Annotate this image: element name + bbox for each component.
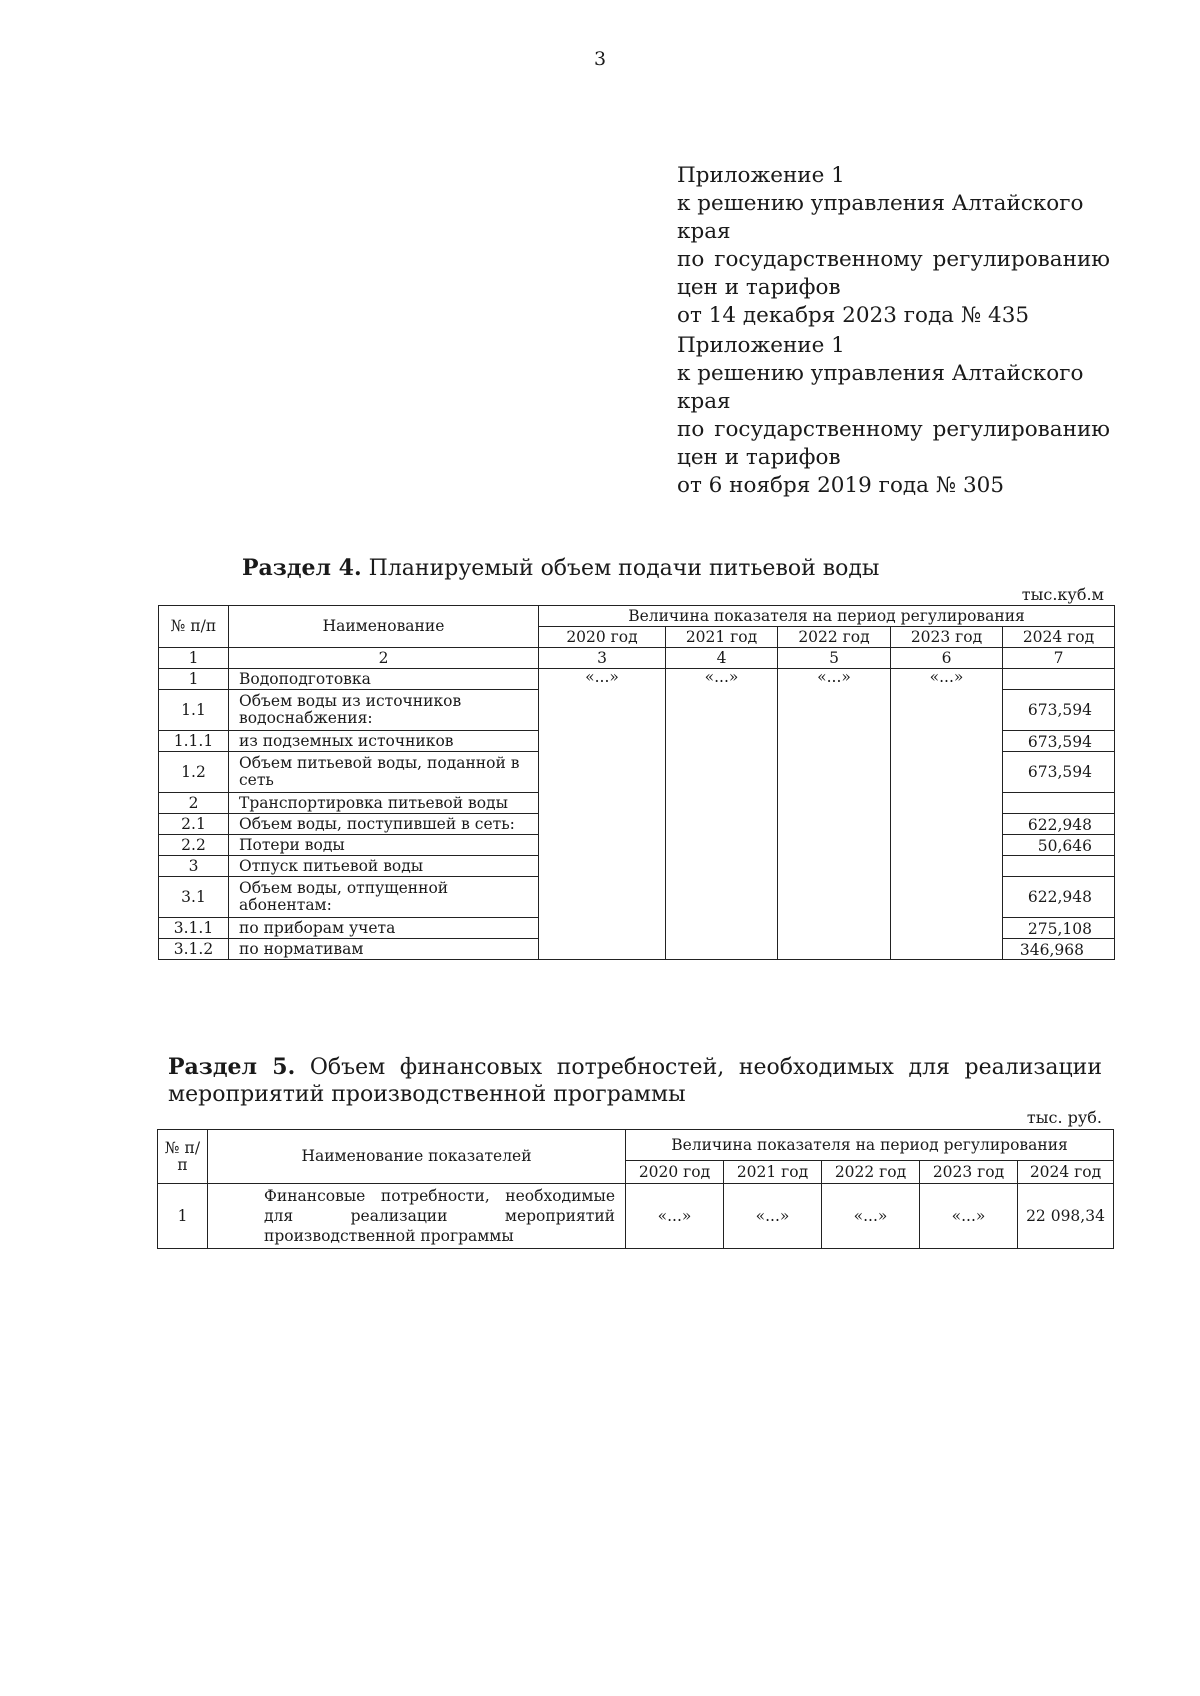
section4-title-rest: Планируемый объем подачи питьевой воды bbox=[361, 556, 880, 581]
col-number: 6 bbox=[891, 648, 1003, 669]
s5-header-year: 2021 год bbox=[724, 1161, 822, 1184]
row-name: Отпуск питьевой воды bbox=[229, 856, 539, 877]
s5-row-value: 22 098,34 bbox=[1018, 1184, 1114, 1249]
col-number: 2 bbox=[229, 648, 539, 669]
s5-header-name: Наименование показателей bbox=[208, 1130, 626, 1184]
row-value: 673,594 bbox=[1003, 731, 1115, 752]
s5-row-value: «...» bbox=[724, 1184, 822, 1249]
section5-title bbox=[168, 1054, 1102, 1108]
row-name: Объем воды, отпущенной абонентам: bbox=[229, 877, 539, 918]
s5-header-year: 2022 год bbox=[822, 1161, 920, 1184]
appendix-current-line1: Приложение 1 bbox=[677, 163, 845, 188]
section4-title bbox=[242, 555, 879, 582]
s5-header-num: № п/п bbox=[158, 1130, 208, 1184]
row-num: 1 bbox=[159, 669, 229, 690]
row-name: Транспортировка питьевой воды bbox=[229, 793, 539, 814]
header-name: Наименование bbox=[229, 606, 539, 648]
header-year: 2022 год bbox=[778, 627, 891, 648]
section5-unit: тыс. руб. bbox=[1026, 1108, 1102, 1127]
section4-title-bold: Раздел 4. bbox=[242, 555, 362, 581]
row-name: по нормативам bbox=[229, 939, 539, 960]
row-num: 2.2 bbox=[159, 835, 229, 856]
row-num: 2.1 bbox=[159, 814, 229, 835]
row-value: 622,948 bbox=[1003, 877, 1115, 918]
row-name: Объем питьевой воды, поданной в сеть bbox=[229, 752, 539, 793]
appendix-original-line5: от 6 ноября 2019 года № 305 bbox=[677, 473, 1004, 498]
col-number: 4 bbox=[666, 648, 778, 669]
row-num: 1.2 bbox=[159, 752, 229, 793]
page-number: 3 bbox=[593, 48, 607, 70]
s5-row-value: «...» bbox=[822, 1184, 920, 1249]
placeholder-2020: «...» bbox=[539, 669, 666, 960]
section4-table bbox=[158, 605, 1115, 960]
s5-header-year: 2024 год bbox=[1018, 1161, 1114, 1184]
section5-title-rest: Объем финансовых потребностей, необходимых для реализации мероприятий производственной программы bbox=[168, 1055, 1102, 1107]
col-number: 5 bbox=[778, 648, 891, 669]
row-num: 1.1.1 bbox=[159, 731, 229, 752]
section5-table bbox=[157, 1129, 1114, 1249]
header-year: 2020 год bbox=[539, 627, 666, 648]
row-num: 3.1.2 bbox=[159, 939, 229, 960]
row-num: 1.1 bbox=[159, 690, 229, 731]
section4-unit: тыс.куб.м bbox=[1021, 585, 1104, 604]
row-value: 275,108 bbox=[1003, 918, 1115, 939]
placeholder-2023: «...» bbox=[891, 669, 1003, 960]
col-number: 1 bbox=[159, 648, 229, 669]
header-year: 2021 год bbox=[666, 627, 778, 648]
s5-header-year: 2020 год bbox=[626, 1161, 724, 1184]
row-num: 3.1 bbox=[159, 877, 229, 918]
appendix-original-line2: к решению управления Алтайского края bbox=[677, 361, 1084, 414]
row-name: Объем воды, поступившей в сеть: bbox=[229, 814, 539, 835]
header-year: 2024 год bbox=[1003, 627, 1115, 648]
table-row bbox=[159, 669, 1115, 690]
s5-row-value: «...» bbox=[626, 1184, 724, 1249]
appendix-current bbox=[677, 162, 1110, 330]
appendix-original-line1: Приложение 1 bbox=[677, 333, 845, 358]
row-value bbox=[1003, 793, 1115, 814]
header-period: Величина показателя на период регулирования bbox=[539, 606, 1115, 627]
appendix-current-line5: от 14 декабря 2023 года № 435 bbox=[677, 303, 1030, 328]
s5-row-value: «...» bbox=[920, 1184, 1018, 1249]
row-name: Потери воды bbox=[229, 835, 539, 856]
appendix-original-line4: цен и тарифов bbox=[677, 445, 841, 470]
s5-header-period: Величина показателя на период регулирования bbox=[626, 1130, 1114, 1161]
row-value: 673,594 bbox=[1003, 690, 1115, 731]
appendix-current-line2: к решению управления Алтайского края bbox=[677, 191, 1084, 244]
row-num: 2 bbox=[159, 793, 229, 814]
row-value: 50,646 bbox=[1003, 835, 1115, 856]
header-num: № п/п bbox=[159, 606, 229, 648]
row-name: по приборам учета bbox=[229, 918, 539, 939]
row-name: Водоподготовка bbox=[229, 669, 539, 690]
row-value bbox=[1003, 669, 1115, 690]
row-value: 622,948 bbox=[1003, 814, 1115, 835]
row-name: Объем воды из источников водоснабжения: bbox=[229, 690, 539, 731]
appendix-current-line3: по государственному регулированию bbox=[677, 247, 1110, 272]
header-year: 2023 год bbox=[891, 627, 1003, 648]
col-number: 3 bbox=[539, 648, 666, 669]
row-value: 673,594 bbox=[1003, 752, 1115, 793]
s5-row-name: Финансовые потребности, необходимые для реализации мероприятий производственной программы bbox=[208, 1184, 626, 1249]
appendix-original bbox=[677, 332, 1110, 500]
row-value: 346,968 bbox=[1003, 939, 1115, 960]
col-number: 7 bbox=[1003, 648, 1115, 669]
appendix-original-line3: по государственному регулированию bbox=[677, 417, 1110, 442]
table-row bbox=[158, 1184, 1114, 1249]
s5-row-num: 1 bbox=[158, 1184, 208, 1249]
s5-header-year: 2023 год bbox=[920, 1161, 1018, 1184]
row-num: 3.1.1 bbox=[159, 918, 229, 939]
appendix-current-line4: цен и тарифов bbox=[677, 275, 841, 300]
row-value bbox=[1003, 856, 1115, 877]
placeholder-2022: «...» bbox=[778, 669, 891, 960]
row-num: 3 bbox=[159, 856, 229, 877]
row-name: из подземных источников bbox=[229, 731, 539, 752]
section5-title-bold: Раздел 5. bbox=[168, 1054, 296, 1080]
placeholder-2021: «...» bbox=[666, 669, 778, 960]
